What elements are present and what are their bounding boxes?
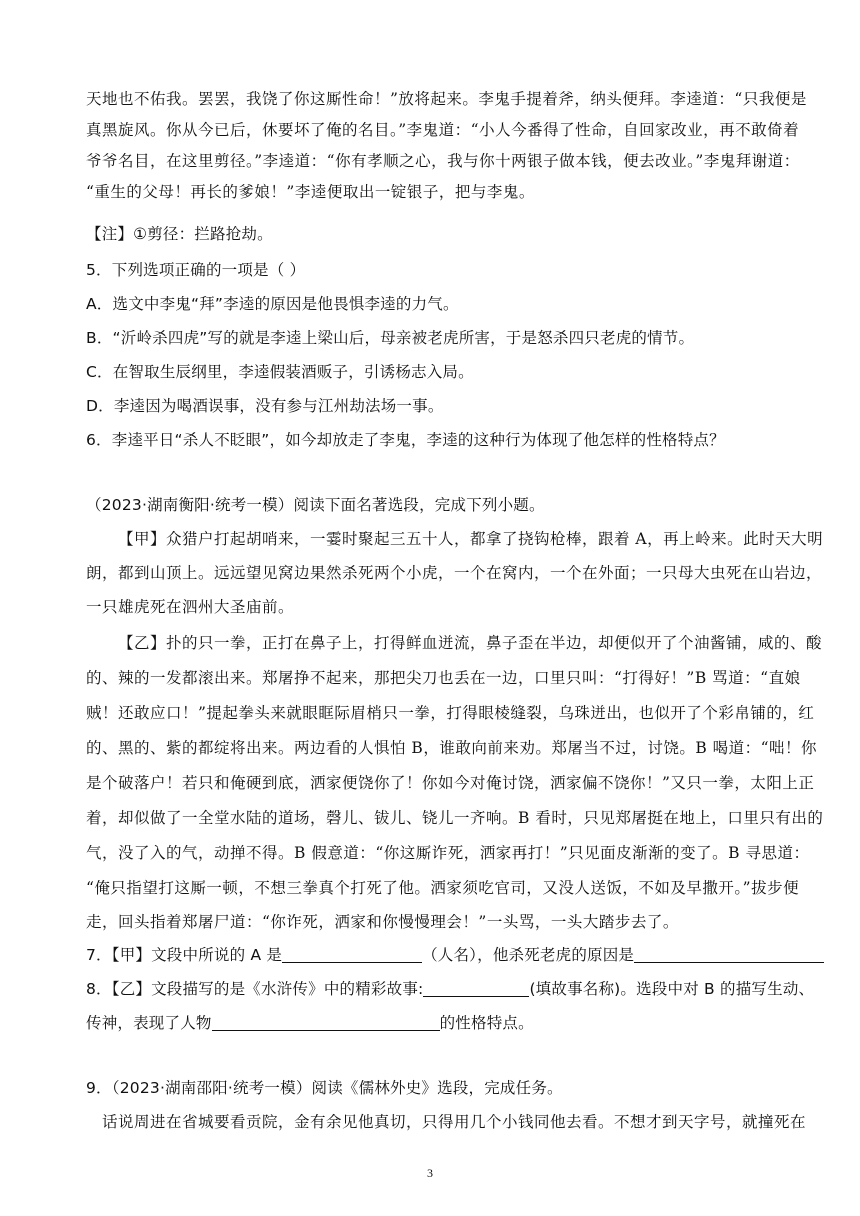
passage-line: 天地也不佑我。罢罢，我饶了你这厮性命！”放将起来。李鬼手提着斧，纳头便拜。李逵道：“只我便是 (86, 90, 807, 108)
passage-line: 话说周进在省城要看贡院，金有余见他真切，只得用几个小钱同他去看。不想才到天字号，就撞死在 (102, 1113, 807, 1131)
passage-yi-line: 是个破落户！若只和俺硬到底，洒家便饶你了！你如今对俺讨饶，洒家偏不饶你！”又只一拳，太阳上正 (86, 774, 815, 792)
question-8 (86, 976, 815, 1003)
answer-blank[interactable] (212, 1014, 440, 1031)
option-d: D．李逵因为喝酒误事，没有参与江州劫法场一事。 (86, 397, 444, 415)
question-7-text-b: （人名），他杀死老虎的原因是 (422, 946, 635, 964)
question-8-cont (86, 1010, 776, 1037)
passage-line: “重生的父母！再长的爹娘！”李逵便取出一锭银子，把与李鬼。 (86, 183, 535, 201)
passage-yi-line: 着，却似做了一全堂水陆的道场，磬儿、钹儿、铙儿一齐响。B 看时，只见郑屠挺在地上，口里只有出的 (86, 809, 824, 827)
passage-yi-line: 贼！还敢应口！”提起拳头来就眼眶际眉梢只一拳，打得眼棱缝裂，乌珠迸出，也似开了个彩帛铺的，红 (86, 704, 815, 722)
option-c: C．在智取生辰纲里，李逵假装酒贩子，引诱杨志入局。 (86, 363, 474, 381)
passage-yi-line: 走，回头指着郑屠尸道：“你诈死，洒家和你慢慢理会！”一头骂，一头大踏步去了。 (86, 913, 679, 931)
answer-blank[interactable] (282, 946, 422, 963)
passage-yi-line: 【乙】扑的只一拳，正打在鼻子上，打得鲜血迸流，鼻子歪在半边，却便似开了个油酱铺，咸的、酸 (118, 634, 823, 652)
passage-yi-line: “俺只指望打这厮一顿，不想三拳真个打死了他。洒家须吃官司，又没人送饭，不如及早撒开。”拔步便 (86, 879, 800, 897)
question-7-text-a: 7．【甲】文段中所说的 A 是 (86, 946, 283, 964)
question-5-stem: 5．下列选项正确的一项是（ ） (86, 261, 306, 279)
footnote: 【注】①剪径：拦路抢劫。 (86, 225, 273, 243)
passage-yi-line: 气，没了入的气，动掸不得。B 假意道：“你这厮诈死，洒家再打！”只见面皮渐渐的变了。B 寻思道： (86, 844, 810, 862)
section-intro: （2023·湖南衡阳·统考一模）阅读下面名著选段，完成下列小题。 (86, 496, 545, 514)
question-7 (86, 942, 776, 969)
question-8-text-b: (填故事名称)。选段中对 B 的描写生动、 (529, 980, 815, 998)
answer-blank[interactable] (423, 980, 529, 997)
question-6-stem: 6．李逵平日“杀人不眨眼”，如今却放走了李鬼，李逵的这种行为体现了他怎样的性格特点？ (86, 431, 725, 449)
question-9-intro: 9．（2023·湖南邵阳·统考一模）阅读《儒林外史》选段，完成任务。 (86, 1079, 563, 1097)
question-8-text-d: 的性格特点。 (439, 1014, 534, 1032)
passage-jia-line: 【甲】众猎户打起胡哨来，一霎时聚起三五十人，都拿了挠钩枪棒，跟着 A，再上岭来。此时天大明 (118, 530, 824, 548)
question-8-text-c: 传神，表现了人物 (86, 1014, 212, 1032)
option-a: A．选文中李鬼“拜”李逵的原因是他畏惧李逵的力气。 (86, 295, 459, 313)
passage-line: 真黑旋风。你从今已后，休要坏了俺的名目。”李鬼道：“小人今番得了性命，自回家改业，再不敢倚着 (86, 121, 800, 139)
passage-jia-line: 一只雄虎死在泗州大圣庙前。 (86, 598, 295, 616)
answer-blank[interactable] (634, 946, 824, 963)
option-b: B．“沂岭杀四虎”写的就是李逵上梁山后，母亲被老虎所害，于是怒杀四只老虎的情节。 (86, 329, 695, 347)
passage-line: 爷爷名目，在这里剪径。”李逵道：“你有孝顺之心，我与你十两银子做本钱，便去改业。”李鬼拜谢道： (86, 152, 800, 170)
question-8-text-a: 8．【乙】文段描写的是《水浒传》中的精彩故事: (86, 980, 424, 998)
passage-jia-line: 朗，都到山顶上。远远望见窝边果然杀死两个小虎，一个在窝内，一个在外面；一只母大虫死在山岩边， (86, 564, 823, 582)
passage-yi-line: 的、辣的一发都滚出来。郑屠挣不起来，那把尖刀也丢在一边，口里只叫：“打得好！”B 骂道：“直娘 (86, 669, 801, 687)
passage-yi-line: 的、黑的、紫的都绽将出来。两边看的人惧怕 B，谁敢向前来劝。郑屠当不过，讨饶。B 喝道：“咄！你 (86, 739, 818, 757)
page-number: 3 (427, 1166, 433, 1180)
